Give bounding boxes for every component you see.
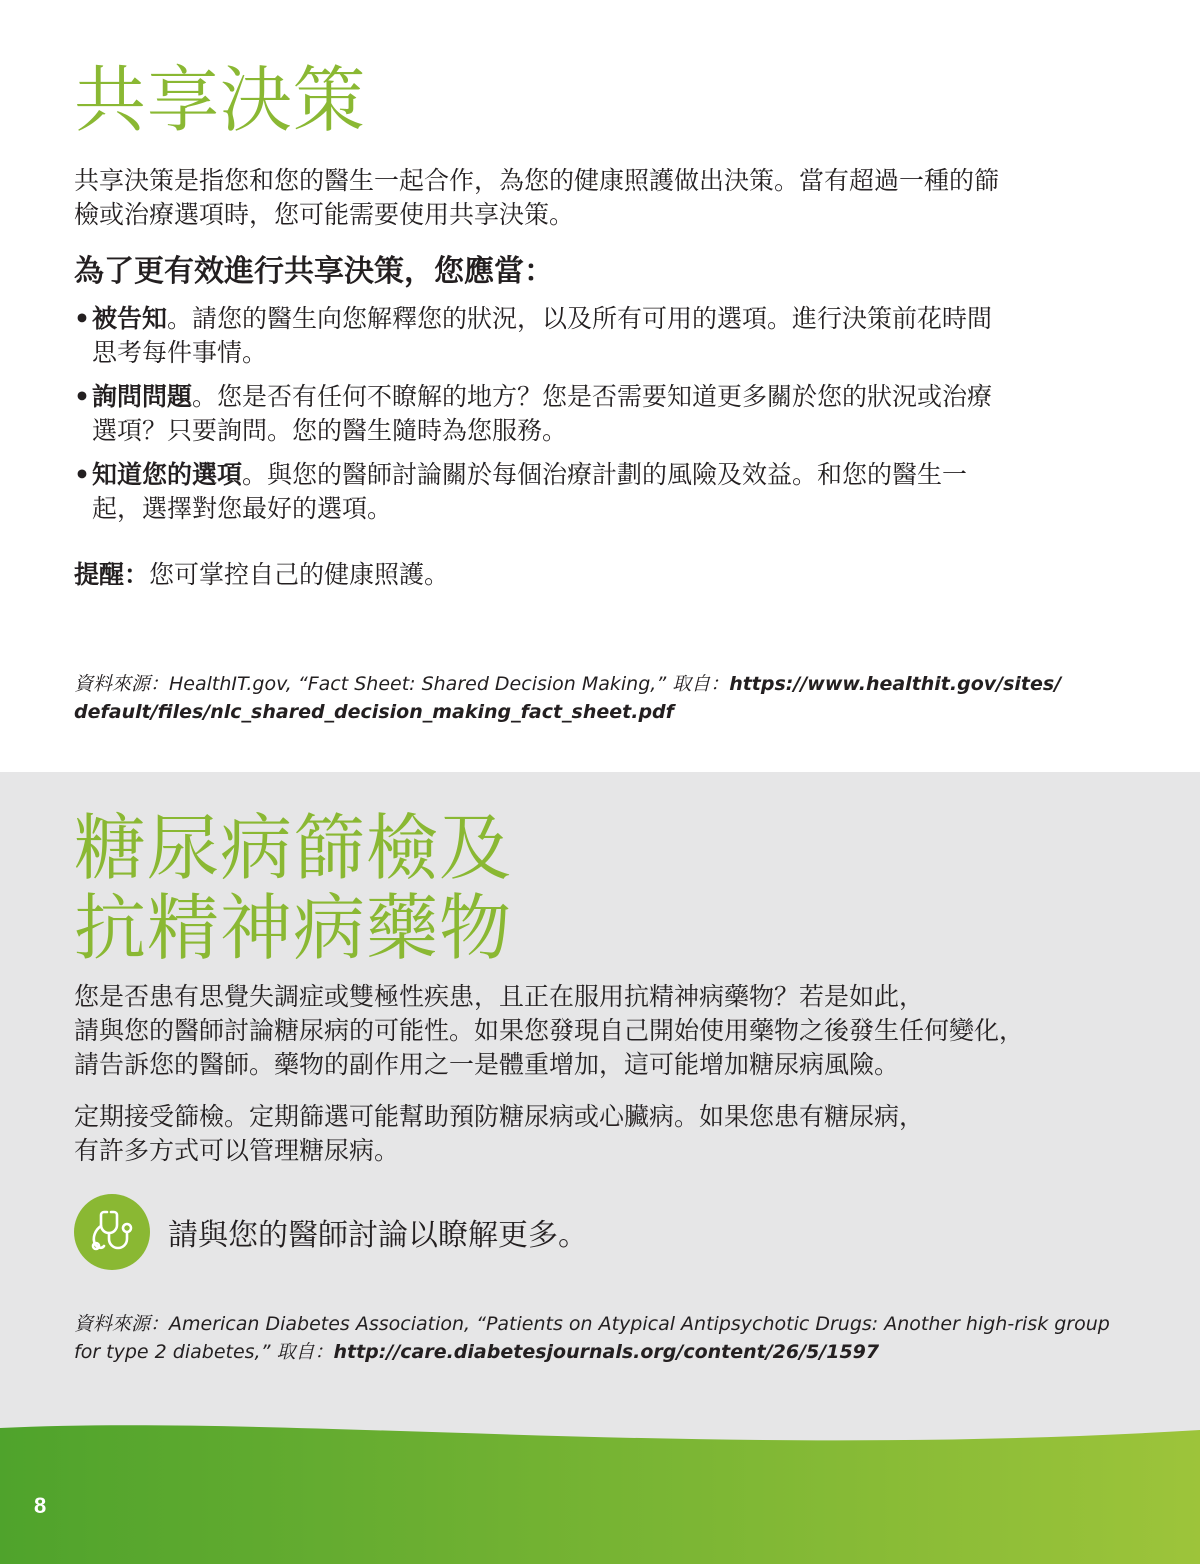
bullet-text: 。請您的醫生向您解釋您的狀況，以及所有可用的選項。進行決策前花時間	[167, 304, 993, 333]
list-item	[74, 380, 1134, 448]
bullet-bold-label: 詢問問題	[92, 382, 193, 411]
reminder-label: 提醒：	[74, 560, 150, 589]
bullet-bold-label: 被告知	[92, 304, 168, 333]
bullet-text: 。您是否有任何不瞭解的地方？您是否需要知道更多關於您的狀況或治療	[192, 382, 993, 411]
intro-paragraph	[74, 164, 1134, 232]
source-link[interactable]: default/files/nlc_shared_decision_making_fact_sheet.pdf	[74, 701, 674, 723]
intro-line: 共享決策是指您和您的醫生一起合作，為您的健康照護做出決策。當有超過一種的篩	[74, 166, 1000, 195]
source-label: 資料來源：	[74, 673, 170, 695]
para-line: 請告訴您的醫師。藥物的副作用之一是體重增加，這可能增加糖尿病風險。	[74, 1050, 900, 1079]
source-text: HealthIT.gov, “Fact Sheet: Shared Decision Making,” 取自：	[169, 673, 730, 695]
reminder	[74, 558, 449, 592]
para-line: 您是否患有思覺失調症或雙極性疾患，且正在服用抗精神病藥物？若是如此，	[74, 982, 925, 1011]
source-label: 資料來源：	[74, 1313, 170, 1335]
bullet-dot: •	[74, 304, 90, 333]
title-line: 糖尿病篩檢及	[74, 806, 513, 890]
bullet-text: 選項？只要詢問。您的醫生隨時為您服務。	[92, 416, 568, 445]
page-number: 8	[34, 1493, 47, 1518]
bullet-dot: •	[74, 382, 90, 411]
section-title-diabetes	[74, 808, 512, 968]
source-text: American Diabetes Association, “Patients on Atypical Antipsychotic Drugs: Another high-risk group	[169, 1313, 1110, 1335]
source-text: for type 2 diabetes,” 取自：	[74, 1341, 334, 1363]
list-item	[74, 458, 1134, 526]
section-title-shared-decision: 共享決策	[74, 58, 367, 142]
talk-to-doctor-callout	[74, 1196, 588, 1268]
reminder-text: 您可掌控自己的健康照護。	[149, 560, 450, 589]
para-line: 有許多方式可以管理糖尿病。	[74, 1136, 400, 1165]
source-link[interactable]: https://www.healthit.gov/sites/	[729, 673, 1062, 695]
diabetes-paragraph-2	[74, 1100, 1134, 1168]
title-line: 抗精神病藥物	[74, 886, 513, 970]
source-link[interactable]: http://care.diabetesjournals.org/content/26/5/1597	[333, 1341, 880, 1363]
para-line: 定期接受篩檢。定期篩選可能幫助預防糖尿病或心臟病。如果您患有糖尿病，	[74, 1102, 925, 1131]
bullet-bold-label: 知道您的選項	[92, 460, 243, 489]
bullet-text: 。與您的醫師討論關於每個治療計劃的風險及效益。和您的醫生一	[242, 460, 968, 489]
intro-line: 檢或治療選項時，您可能需要使用共享決策。	[74, 200, 575, 229]
diabetes-paragraph-1	[74, 980, 1134, 1082]
bullet-text: 起，選擇對您最好的選項。	[92, 494, 393, 523]
source-citation	[74, 670, 1134, 726]
para-line: 請與您的醫師討論糖尿病的可能性。如果您發現自己開始使用藥物之後發生任何變化，	[74, 1016, 1025, 1045]
source-citation	[74, 1310, 1134, 1366]
list-item	[74, 302, 1134, 370]
talk-text: 請與您的醫師討論以瞭解更多。	[168, 1218, 588, 1253]
footer-wave	[0, 1420, 1200, 1564]
bullet-list	[74, 302, 1134, 536]
bullet-text: 思考每件事情。	[92, 338, 268, 367]
bullet-dot: •	[74, 460, 90, 489]
stethoscope-icon	[74, 1194, 150, 1270]
subheading: 為了更有效進行共享決策，您應當：	[74, 254, 554, 289]
